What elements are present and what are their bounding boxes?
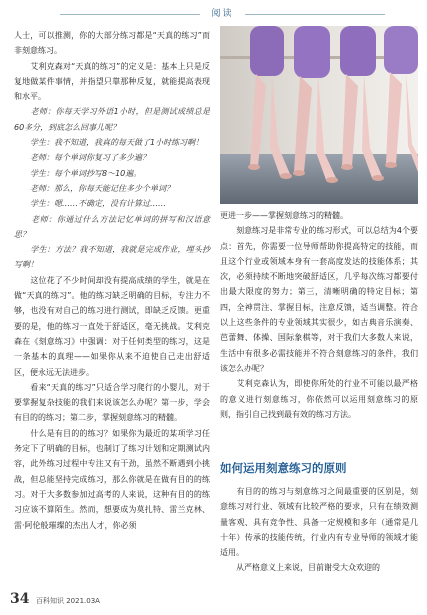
paragraph: 刻意练习是非常专业的练习形式，可以总结为4个要点：首先，你需要一位导师帮助你提高特定的技能，而且这个行业或领域本身有一套高度发达的技能体系；其次，必须持续不断地突破舒适区，几乎每次练习都要付出最大限度的努力；第三，清晰明确的特定目标；第四，全神贯注、掌握目标，注意反馈，适当调整。符合以上这些条件的专业领域其实很少，如古典音乐演奏、芭蕾舞、体操、国际象棋等，对于我们大多数人来说，生活中有很多必需技能并不符合刻意练习的条件，我们该怎么办呢？ [220, 226, 418, 373]
header-rule-right [245, 14, 385, 15]
dialogue-line: 学生：方法？我不知道，我就是完成作业，埋头抄写啊！ [14, 245, 210, 270]
paragraph: 艾利克森对“天真的练习”的定义是：基本上只是反复地做某件事情，并指望只靠那种反复，就能提高表现和水平。 [14, 61, 210, 102]
paragraph: 看来“天真的练习”只适合学习爬行的小婴儿，对于要掌握复杂技能的我们来说该怎么办呢？第一步，学会有目的的练习；第二步，掌握刻意练习的精髓。 [14, 382, 210, 423]
page-footer [10, 591, 210, 609]
dialogue-line: 学生：每个单词抄写8～10遍。 [14, 168, 142, 178]
paragraph: 艾利克森认为，即使你所处的行业不可能以最严格的意义进行刻意练习，你依然可以运用刻意练习的原则，指引自己找到最有效的练习方法。 [220, 379, 418, 419]
ballet-photo [220, 26, 418, 204]
section-header [0, 6, 427, 24]
header-rule-left [60, 14, 200, 15]
page-number: 34 [10, 591, 30, 607]
publication-source: 百科知识 2021.03A [36, 597, 100, 605]
dialogue-line: 老师：每个单词你复习了多少遍？ [14, 153, 150, 163]
dialogue-line: 老师：你每天学习外语1小时，但是测试成绩总是60多分，到底怎么回事儿呢？ [14, 107, 210, 132]
section-heading: 如何运用刻意练习的原则 [220, 461, 347, 475]
dialogue-line: 老师：你通过什么方法记忆单词的拼写和汉语意思？ [14, 214, 210, 239]
right-column-lower [220, 484, 418, 576]
dialogue-line: 老师：那么，你每天能记住多少个单词？ [14, 183, 174, 193]
section-label: 阅读 [211, 9, 234, 19]
paragraph: 更进一步——掌握刻意练习的精髓。 [220, 211, 348, 220]
dialogue-line: 学生：我不知道，我真的每天做了1小时练习啊！ [14, 138, 204, 148]
right-column [220, 208, 418, 422]
paragraph: 什么是有目的的练习？如果你为最近的某项学习任务定下了明确的目标，也制订了练习计划和定期测试内容，此外练习过程中专注又有干劲，虽然不断遇到小挑战，但总能坚持完成练习，那么你就是在做有目的的练习。对于大多数参加过高考的人来说，这种有目的的练习应该不算陌生。然而，想要成为莫扎特、雷兰克林、雷·阿伦般璀璨的杰出人才，你必须 [14, 428, 210, 530]
paragraph: 人士，可以推测，你的大部分练习都是“天真的练习”而非刻意练习。 [14, 31, 210, 56]
paragraph: 从严格意义上来说，目前谢受大众欢迎的 [220, 563, 380, 573]
paragraph: 这位花了不少时间却没有提高成绩的学生，就是在做“天真的练习”。他的练习缺乏明确的目标，专注力不够，也没有对自己的练习进行测试，即缺乏反馈。更重要的是，他的练习一直处于舒适区，毫无挑战。艾利克森在《刻意练习》中强调：对于任何类型的练习，这是一条基本的真理——如果你从来不迫使自己走出舒适区，便永远无法进步。 [14, 275, 210, 377]
left-column [14, 28, 210, 533]
paragraph: 有目的的练习与刻意练习之间最重要的区别是，刻意练习对行业、领域有比较严格的要求，只有在绩效测量客观、具有竞争性、具备一定规模和多年（通常是几十年）传承的技能传统，行业内有专业导师的领域才能适用。 [220, 487, 418, 558]
dialogue-line: 学生：嗯……不确定，没有计算过…… [14, 199, 166, 209]
ballet-illustration [220, 26, 418, 204]
